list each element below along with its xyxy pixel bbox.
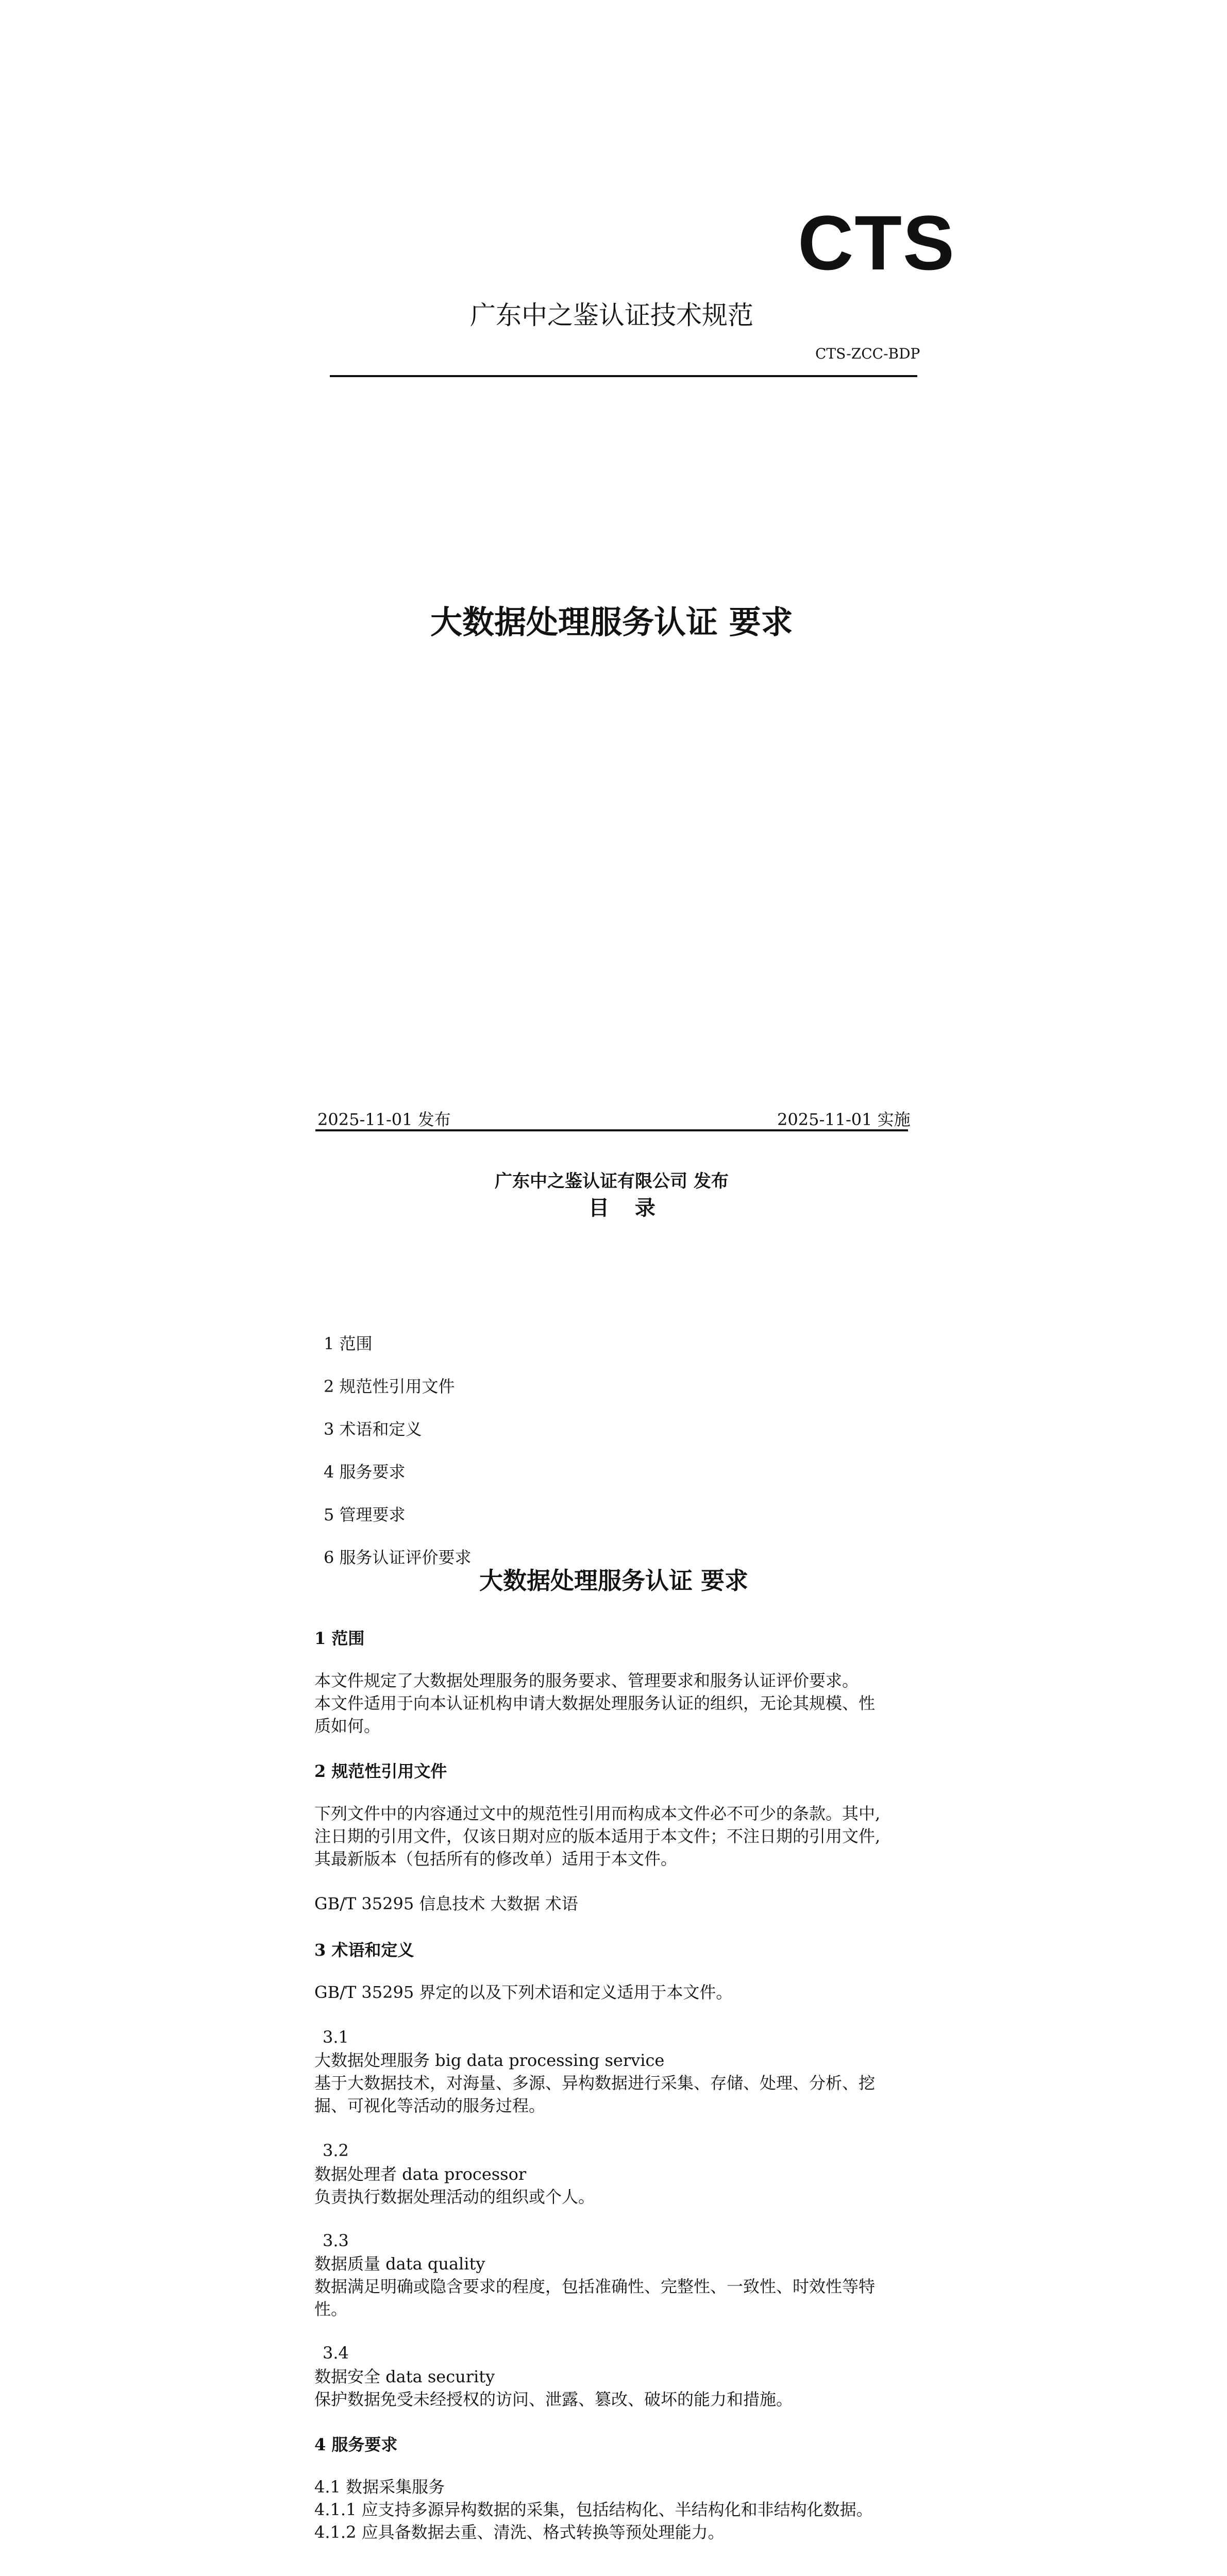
term-definition: 负责执行数据处理活动的组织或个人。 [314,2187,595,2207]
section-heading: 2 规范性引用文件 [314,1761,447,1781]
toc-item: 5 管理要求 [324,1505,406,1524]
paragraph: 本文件规定了大数据处理服务的服务要求、管理要求和服务认证评价要求。 [314,1671,859,1690]
term-definition: 基于大数据技术，对海量、多源、异构数据进行采集、存储、处理、分析、挖 [314,2073,876,2093]
paragraph: 下列文件中的内容通过文中的规范性引用而构成本文件必不可少的条款。其中, [314,1804,881,1823]
paragraph: 4.1.1 应支持多源异构数据的采集，包括结构化、半结构化和非结构化数据。 [314,2500,873,2519]
term-definition: 掘、可视化等活动的服务过程。 [314,2096,546,2115]
cover-organization-spec: 广东中之鉴认证技术规范 [470,300,753,330]
reference-item: GB/T 35295 信息技术 大数据 术语 [314,1894,578,1913]
cover-title: 大数据处理服务认证 要求 [430,603,793,641]
paragraph: 4.1 数据采集服务 [314,2477,445,2497]
term-number: 3.2 [323,2141,349,2160]
section-heading: 3 术语和定义 [314,1940,414,1960]
toc-heading: 目 录 [589,1196,665,1220]
cts-logo: CTS [798,199,955,286]
standard-code: CTS-ZCC-BDP [815,345,920,362]
paragraph: 质如何。 [314,1716,381,1736]
term-number: 3.3 [323,2231,349,2250]
paragraph: 本文件适用于向本认证机构申请大数据处理服务认证的组织，无论其规模、性 [314,1693,876,1713]
cover-bottom-rule [315,1129,908,1131]
paragraph: 其最新版本（包括所有的修改单）适用于本文件。 [314,1849,678,1869]
document-title: 大数据处理服务认证 要求 [479,1567,749,1595]
issuer: 广东中之鉴认证有限公司 发布 [495,1171,729,1192]
paragraph: 注日期的引用文件，仅该日期对应的版本适用于本文件；不注日期的引用文件, [314,1826,881,1846]
term-number: 3.1 [323,2027,349,2047]
term-name: 数据安全 data security [314,2367,495,2386]
term-definition: 保护数据免受未经授权的访问、泄露、篡改、破坏的能力和措施。 [314,2389,793,2409]
section-heading: 1 范围 [314,1629,365,1648]
toc-item: 4 服务要求 [324,1462,406,1482]
term-number: 3.4 [323,2343,349,2363]
cover-top-rule [330,375,917,377]
toc-item: 2 规范性引用文件 [324,1377,455,1396]
term-name: 大数据处理服务 big data processing service [314,2050,665,2070]
term-definition: 数据满足明确或隐含要求的程度，包括准确性、完整性、一致性、时效性等特 [314,2277,876,2296]
paragraph: GB/T 35295 界定的以及下列术语和定义适用于本文件。 [314,1982,733,2002]
toc-item: 3 术语和定义 [324,1419,422,1439]
paragraph: 4.1.2 应具备数据去重、清洗、格式转换等预处理能力。 [314,2522,725,2542]
effective-date: 2025-11-01 实施 [777,1110,911,1129]
publish-date: 2025-11-01 发布 [317,1110,451,1129]
toc-item: 6 服务认证评价要求 [324,1548,472,1567]
toc-item: 1 范围 [324,1334,373,1353]
term-name: 数据处理者 data processor [314,2164,527,2184]
term-name: 数据质量 data quality [314,2254,485,2274]
section-heading: 4 服务要求 [314,2435,398,2454]
term-definition: 性。 [314,2299,348,2319]
